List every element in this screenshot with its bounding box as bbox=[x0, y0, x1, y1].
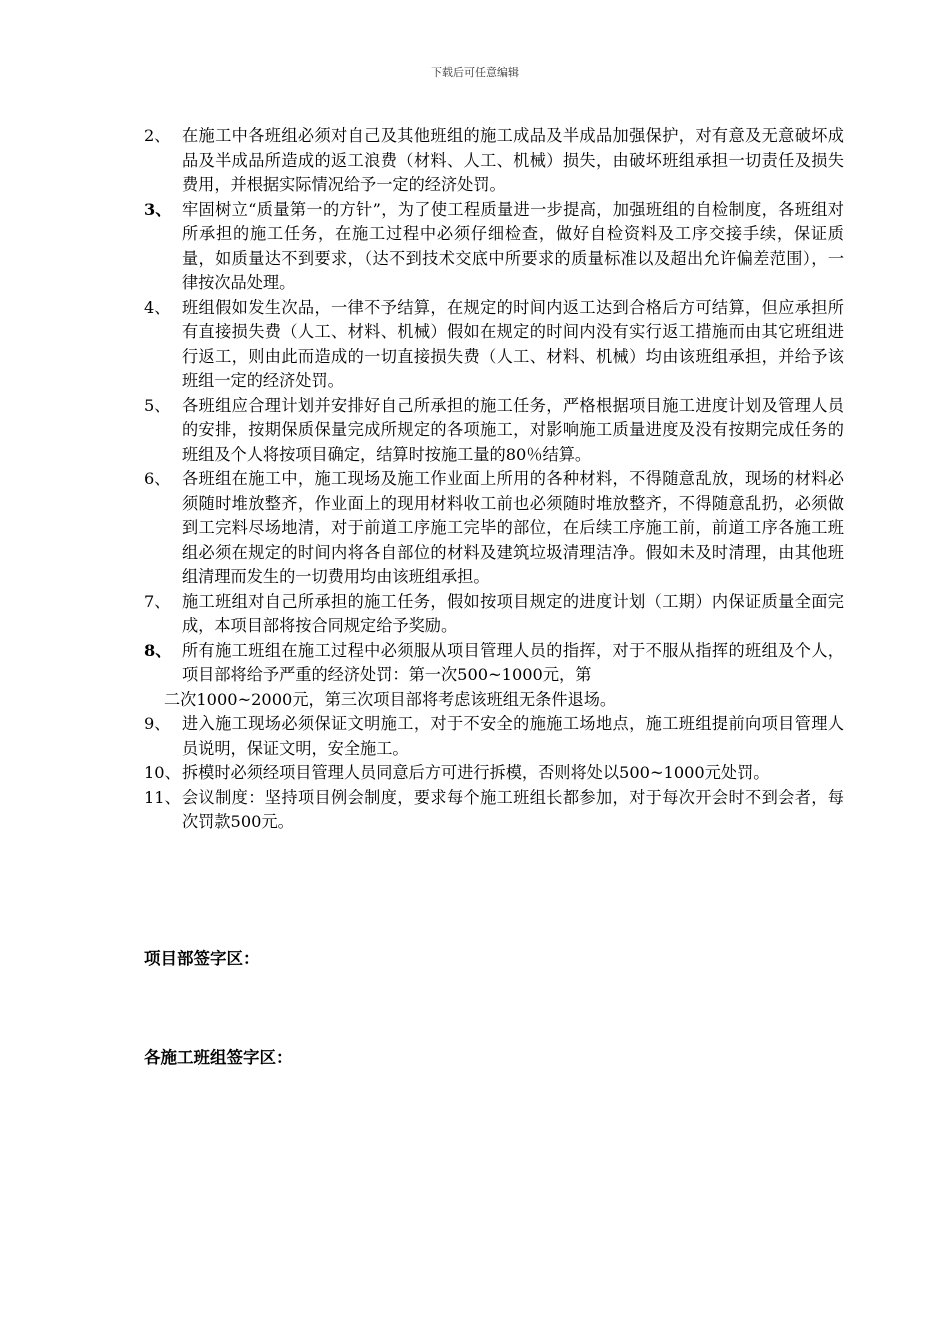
item-text: 会议制度：坚持项目例会制度，要求每个施工班组长都参加，对于每次开会时不到会者，每次罚款500元。 bbox=[182, 787, 844, 831]
rules-list bbox=[144, 124, 844, 835]
list-item bbox=[144, 394, 844, 468]
project-signature-label: 项目部签字区： bbox=[144, 949, 260, 968]
list-item bbox=[144, 124, 844, 198]
teams-signature-label: 各施工班组签字区： bbox=[144, 1048, 293, 1067]
item-number: 9、 bbox=[144, 714, 171, 733]
item-number: 3、 bbox=[144, 199, 172, 219]
item-number: 11、 bbox=[144, 787, 181, 807]
item-number: 8、 bbox=[144, 640, 172, 660]
header-note: 下载后可任意编辑 bbox=[431, 66, 519, 79]
item-number: 10、 bbox=[144, 763, 181, 782]
item-number: 5、 bbox=[144, 395, 171, 415]
item-number: 6、 bbox=[144, 469, 171, 488]
item-text: 在施工中各班组必须对自己及其他班组的施工成品及半成品加强保护，对有意及无意破坏成品及半成品所造成的返工浪费（材料、人工、机械）损失，由破坏班组承担一切责任及损失费用，并根据实际情况给予一定的经济处罚。 bbox=[182, 126, 844, 194]
list-item bbox=[144, 467, 844, 590]
list-item bbox=[144, 590, 844, 639]
item-continuation: 二次1000~2000元，第三次项目部将考虑该班组无条件退场。 bbox=[164, 689, 617, 709]
list-item bbox=[144, 712, 844, 761]
item-text: 班组假如发生次品，一律不予结算，在规定的时间内返工达到合格后方可结算，但应承担所有直接损失费（人工、材料、机械）假如在规定的时间内没有实行返工措施而由其它班组进行返工，则由此而造成的一切直接损失费（人工、材料、机械）均由该班组承担，并给予该班组一定的经济处罚。 bbox=[182, 297, 844, 390]
item-text: 进入施工现场必须保证文明施工，对于不安全的施施工场地点，施工班组提前向项目管理人员说明，保证文明，安全施工。 bbox=[182, 714, 844, 758]
item-number: 2、 bbox=[144, 126, 171, 145]
item-number: 7、 bbox=[144, 591, 171, 611]
list-item bbox=[144, 761, 844, 786]
list-item bbox=[144, 786, 844, 835]
item-text: 各班组在施工中，施工现场及施工作业面上所用的各种材料，不得随意乱放，现场的材料必须随时堆放整齐，作业面上的现用材料收工前也必须随时堆放整齐，不得随意乱扔，必须做到工完料尽场地清，对于前道工序施工完毕的部位，在后续工序施工前，前道工序各施工班组必须在规定的时间内将各自部位的材料及建筑垃圾清理洁净。假如未及时清理，由其他班组清理而发生的一切费用均由该班组承担。 bbox=[182, 469, 844, 586]
item-text: 拆模时必须经项目管理人员同意后方可进行拆模，否则将处以500~1000元处罚。 bbox=[182, 763, 770, 782]
item-text: 所有施工班组在施工过程中必须服从项目管理人员的指挥，对于不服从指挥的班组及个人，项目部将给予严重的经济处罚：第一次500~1000元，第 bbox=[182, 640, 844, 684]
list-item bbox=[144, 198, 844, 296]
item-number: 4、 bbox=[144, 297, 171, 317]
item-text: 牢固树立“质量第一的方针”，为了使工程质量进一步提高，加强班组的自检制度，各班组对所承担的施工任务，在施工过程中必须仔细检查，做好自检资料及工序交接手续，保证质量，如质量达不到要求，（达不到技术交底中所要求的质量标准以及超出允许偏差范围），一律按次品处理。 bbox=[182, 199, 844, 292]
list-item bbox=[144, 639, 844, 713]
list-item bbox=[144, 296, 844, 394]
item-text: 施工班组对自己所承担的施工任务，假如按项目规定的进度计划（工期）内保证质量全面完成，本项目部将按合同规定给予奖励。 bbox=[182, 591, 844, 635]
item-text: 各班组应合理计划并安排好自己所承担的施工任务，严格根据项目施工进度计划及管理人员的安排，按期保质保量完成所规定的各项施工，对影响施工质量进度及没有按期完成任务的班组及个人将按项目确定，结算时按施工量的80％结算。 bbox=[182, 395, 844, 464]
